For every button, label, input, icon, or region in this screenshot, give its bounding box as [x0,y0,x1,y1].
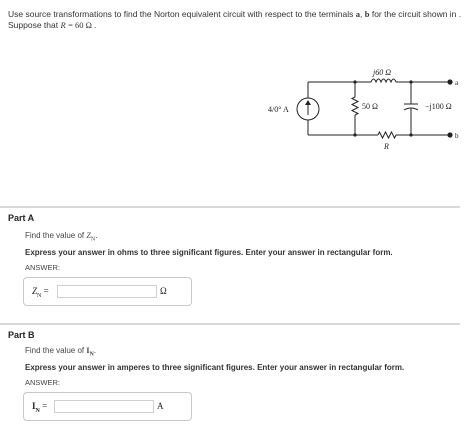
zn-input-label [32,286,49,299]
in-input[interactable] [54,400,154,413]
zn-input[interactable] [57,285,157,298]
part-a-instruction: Express your answer in ohms to three significant figures. Enter your answer in rectangular form. [25,248,393,257]
suppose-text: Suppose that [8,20,59,30]
inductor-j60 [371,79,396,82]
problem-text-end: for the circuit shown in . [371,9,462,19]
part-b-answer-box [23,392,192,421]
ohm-unit: Ω [160,286,167,296]
resistor-r [378,132,396,138]
part-a-subscript: N [90,236,96,243]
zn-label-eq: = [43,286,49,296]
comma: , [359,9,363,19]
up-arrow-icon [305,100,311,105]
part-b-subscript: N [89,351,94,358]
r-symbol: R [60,20,66,30]
part-b-instruction: Express your answer in amperes to three significant figures. Enter your answer in rectangular form. [25,363,405,372]
terminal-b-dot [447,132,452,137]
part-b-answer-label: ANSWER: [25,378,61,387]
terminal-a-label: a [455,79,459,87]
junction-dot [353,133,356,136]
junction-dot [353,80,356,83]
terminal-b-label: b [455,132,459,140]
r-label: R [384,142,389,151]
r-value: = 60 Ω . [68,20,97,30]
part-b-symbol: I [86,346,90,355]
part-a-separator [0,206,460,208]
part-a-answer-box [23,277,192,306]
terminal-b-symbol: b [364,9,370,19]
terminal-a-dot [447,79,452,84]
junction-dot [409,133,412,136]
source-label: 4/0° A [268,105,289,114]
in-input-label [32,401,47,414]
part-a-find: Find the value of $Z_N$. [25,231,98,243]
part-b-find-text: Find the value of [25,346,85,355]
junction-dot [409,80,412,83]
problem-text: Use source transformations to find the Norton equivalent circuit with respect to the terminals [8,9,354,19]
res50-label: 50 Ω [362,102,378,111]
part-b-title: Part B [8,330,35,340]
ampere-unit: A [157,401,164,411]
part-a-answer-label: ANSWER: [25,263,61,272]
resistor-50 [352,97,358,115]
terminal-a-symbol: a [355,9,360,19]
in-label-symbol: I [32,401,36,411]
part-a-symbol: Z [86,231,91,240]
circuit-diagram [0,0,474,200]
in-label-sub: N [35,407,40,414]
zn-label-symbol: Z [32,286,38,296]
part-a-find-text: Find the value of [25,231,85,240]
capacitor-label: −j100 Ω [425,102,452,111]
zn-label-sub: N [37,292,42,299]
in-label-eq: = [42,401,48,411]
inductor-label: j60 Ω [373,68,392,77]
part-b-separator [0,323,460,325]
part-a-title: Part A [8,213,35,223]
part-b-find: Find the value of $I_N$. [25,346,97,358]
